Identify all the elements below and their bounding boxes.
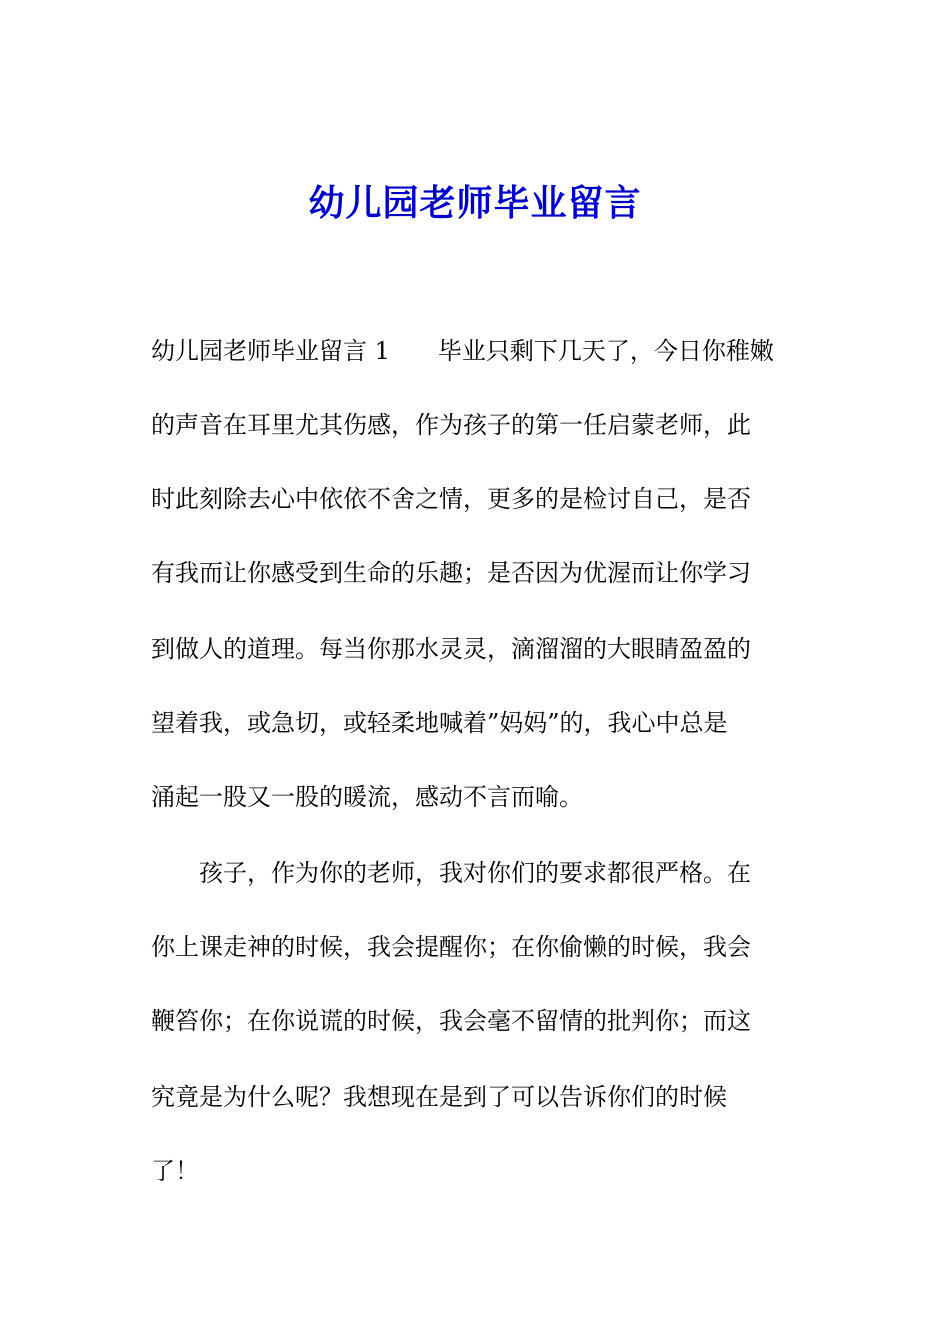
body-line: 究竟是为什么呢？我想现在是到了可以告诉你们的时候 (151, 1083, 727, 1111)
body-line: 鞭笞你；在你说谎的时候，我会毫不留情的批判你；而这 (151, 1007, 751, 1035)
body-line: 幼儿园老师毕业留言 1 毕业只剩下几天了，今日你稚嫩 (151, 337, 774, 365)
document-title: 幼儿园老师毕业留言 (308, 182, 642, 224)
body-line: 的声音在耳里尤其伤感，作为孩子的第一任启蒙老师，此 (151, 411, 751, 439)
body-line: 时此刻除去心中依依不舍之情，更多的是检讨自己，是否 (151, 485, 751, 513)
body-line: 你上课走神的时候，我会提醒你；在你偷懒的时候，我会 (151, 933, 751, 961)
body-line: 了！ (151, 1157, 199, 1185)
body-line: 到做人的道理。每当你那水灵灵，滴溜溜的大眼睛盈盈的 (151, 635, 751, 663)
body-line: 望着我，或急切，或轻柔地喊着”妈妈”的，我心中总是 (151, 709, 728, 737)
body-line: 孩子，作为你的老师，我对你们的要求都很严格。在 (151, 859, 751, 887)
body-line: 涌起一股又一股的暖流，感动不言而喻。 (151, 783, 583, 811)
body-line: 有我而让你感受到生命的乐趣；是否因为优渥而让你学习 (151, 559, 751, 587)
